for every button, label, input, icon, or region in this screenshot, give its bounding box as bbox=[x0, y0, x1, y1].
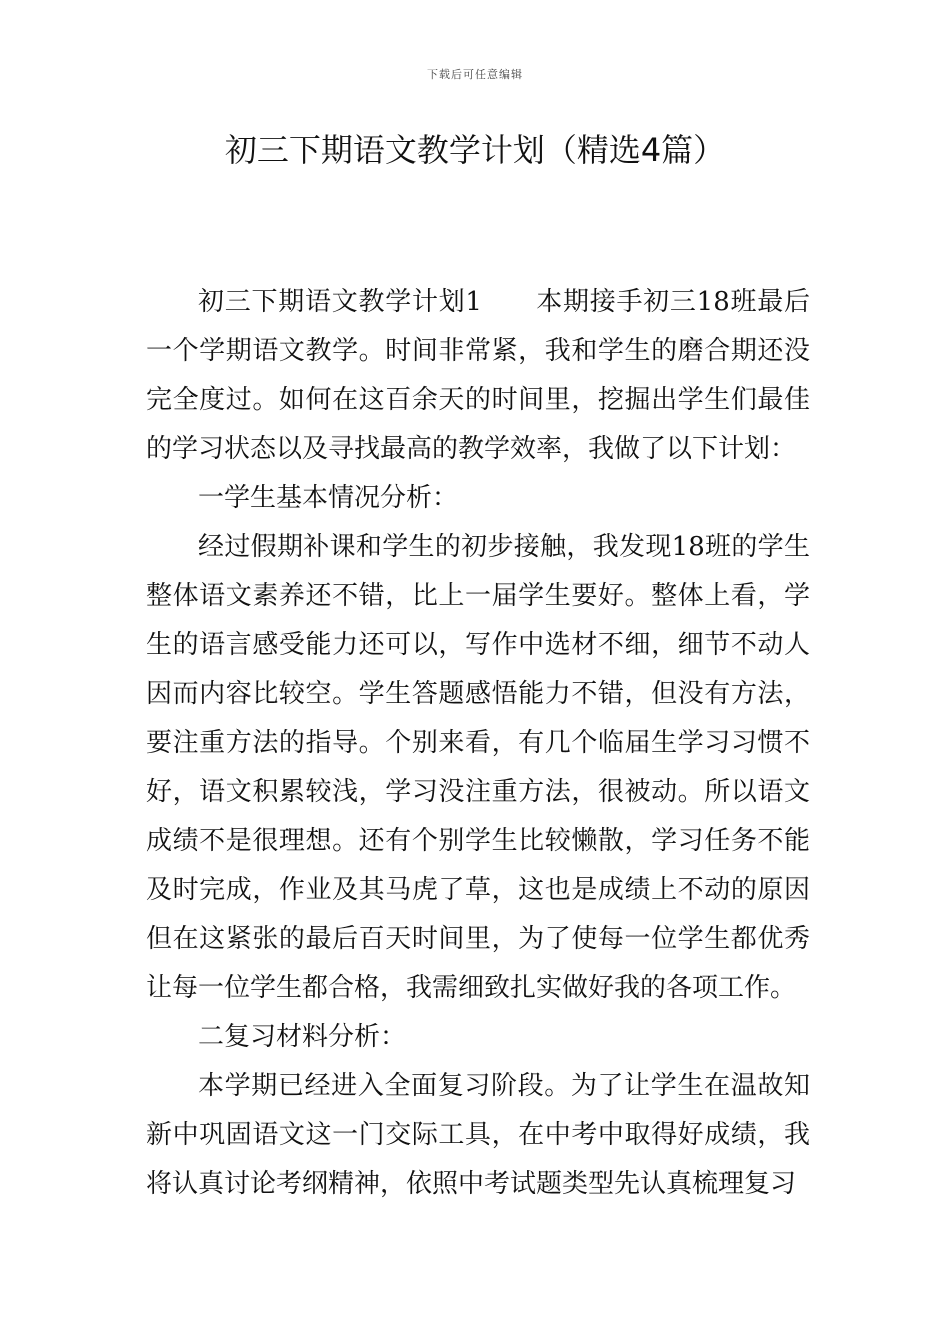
section-heading-student-analysis: 一学生基本情况分析： bbox=[198, 483, 459, 513]
paragraph-material-analysis: 本学期已经进入全面复习阶段。为了让学生在温故知新中巩固语文这一门交际工具，在中考中取得好成绩，我将认真讨论考纲精神，依照中考试题类型先认真梳理复习 bbox=[146, 1071, 810, 1199]
header-note: 下载后可任意编辑 bbox=[427, 68, 523, 81]
document-body bbox=[146, 278, 810, 1209]
paragraph-student-analysis: 经过假期补课和学生的初步接触，我发现18班的学生整体语文素养还不错，比上一届学生要好。整体上看，学生的语言感受能力还可以，写作中选材不细，细节不动人因而内容比较空。学生答题感悟能力不错，但没有方法，要注重方法的指导。个别来看，有几个临届生学习习惯不好，语文积累较浅，学习没注重方法，很被动。所以语文成绩不是很理想。还有个别学生比较懒散，学习任务不能及时完成，作业及其马虎了草，这也是成绩上不动的原因但在这紧张的最后百天时间里，为了使每一位学生都优秀让每一位学生都合格，我需细致扎实做好我的各项工作。 bbox=[146, 532, 810, 1003]
paragraph-intro: 初三下期语文教学计划1 本期接手初三18班最后一个学期语文教学。时间非常紧，我和学生的磨合期还没完全度过。如何在这百余天的时间里，挖掘出学生们最佳的学习状态以及寻找最高的教学效率，我做了以下计划： bbox=[146, 287, 810, 464]
document-title: 初三下期语文教学计划（精选4篇） bbox=[224, 131, 726, 169]
section-heading-material-analysis: 二复习材料分析： bbox=[198, 1022, 407, 1052]
